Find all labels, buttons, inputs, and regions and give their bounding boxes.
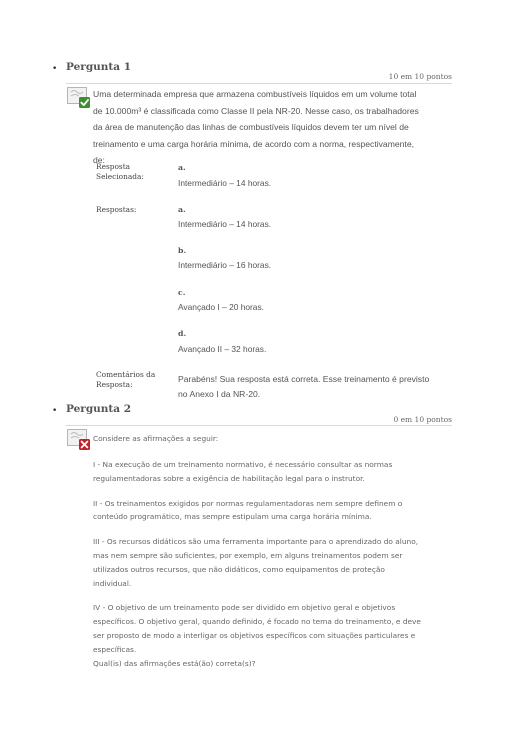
question-1-title: Pergunta 1: [66, 61, 132, 73]
answer-option-text: Intermediário – 16 horas.: [178, 260, 272, 270]
answer-option-text: Avançado II – 32 horas.: [178, 344, 267, 354]
correct-check-icon: [67, 87, 91, 109]
statement-item: II - Os treinamentos exigidos por normas regulamentadoras nem sempre definem o conteúdo programático, mas sempre estipulam uma carga horária mínima.: [93, 498, 403, 522]
answer-option-letter: a.: [178, 205, 186, 214]
answer-option-text: Intermediário – 14 horas.: [178, 219, 272, 229]
question-1-text: Uma determinada empresa que armazena combustíveis líquidos em um volume total de 10.000m³ é classificada como Classe II pela NR-20. Nesse caso, os trabalhadores da área de manutenção das linhas de combustíveis líquidos devem ter um nível de treinamento e uma carga horária mínima, de acordo com a norma, respectivamente, de:: [93, 89, 419, 165]
statement-item: IV - O objetivo de um treinamento pode ser dividido em objetivo geral e objetivos específicos. O objetivo geral, quando definido, é focado no tema do treinamento, e deve ser proposto de modo a interligar os objetivos específicos com situações particulares e específicas.: [93, 603, 421, 654]
selected-answer-text: Intermediário – 14 horas.: [178, 178, 272, 188]
question-2-intro: Considere as afirmações a seguir:: [93, 434, 219, 443]
question-1-points: 10 em 10 pontos: [388, 72, 452, 81]
comments-label: Comentários da Resposta:: [96, 370, 156, 389]
question-2-points: 0 em 10 pontos: [393, 415, 452, 424]
comments-text: Parabéns! Sua resposta está correta. Esse treinamento é previsto no Anexo I da NR-20.: [178, 374, 430, 399]
question-1-divider: [66, 83, 452, 84]
question-2-question: Qual(is) das afirmações está(ão) correta(s)?: [93, 658, 256, 668]
question-2-bullet: •: [52, 406, 58, 416]
answers-label: Respostas:: [96, 205, 137, 214]
incorrect-x-icon: [67, 429, 91, 451]
answer-option-letter: c.: [178, 288, 186, 297]
question-2-title: Pergunta 2: [66, 403, 132, 415]
selected-answer-letter: a.: [178, 163, 186, 172]
selected-answer-label: Resposta Selecionada:: [96, 162, 144, 181]
question-2-divider: [66, 425, 452, 426]
question-2-statements: [93, 458, 423, 681]
statement-item: I - Na execução de um treinamento normativo, é necessário consultar as normas regulamentadoras sobre a exigência de habilitação legal para o instrutor.: [93, 460, 393, 483]
answer-option-text: Avançado I – 20 horas.: [178, 302, 264, 312]
answer-option-letter: d.: [178, 329, 187, 338]
statement-item: III - Os recursos didáticos são uma ferramenta importante para o aprendizado do aluno, mas nem sempre são suficientes, por exemplo, em alguns treinamentos podem ser utilizados outros recursos, que não didáticos, como equipamentos de proteção individual.: [93, 537, 419, 588]
answer-option-letter: b.: [178, 246, 187, 255]
question-1-bullet: •: [52, 64, 58, 74]
